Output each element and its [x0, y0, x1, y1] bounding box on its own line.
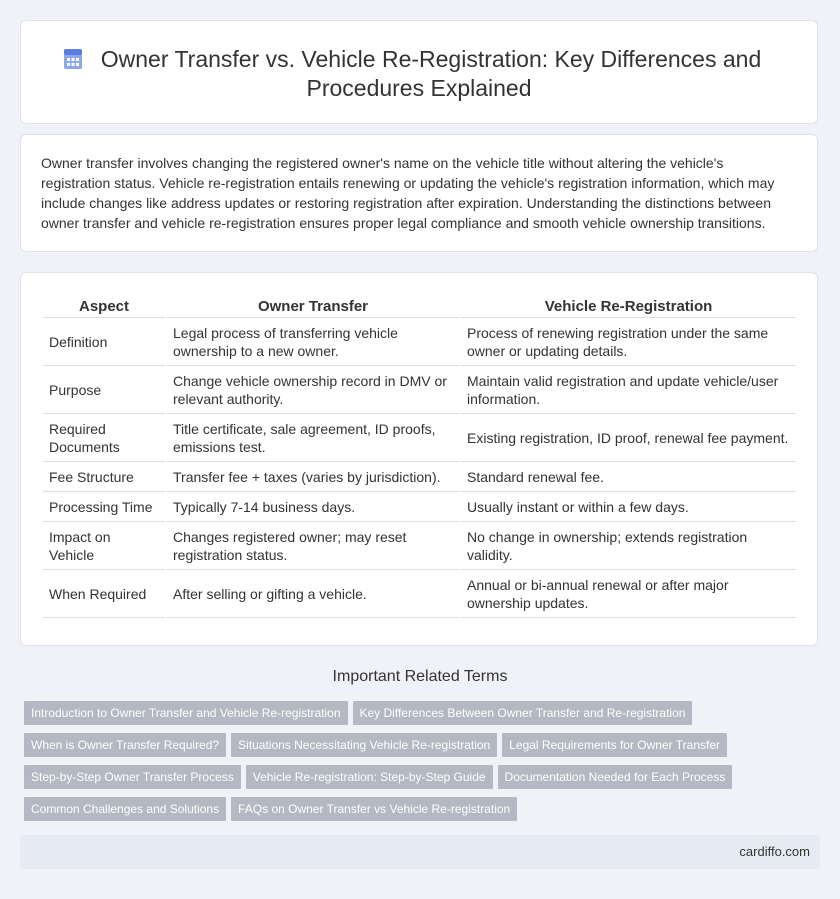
column-header-aspect: Aspect: [43, 295, 165, 318]
comparison-table: [41, 295, 798, 618]
table-cell: When Required: [43, 570, 165, 618]
table-row: [43, 318, 796, 366]
table-cell: Definition: [43, 318, 165, 366]
related-term-tag[interactable]: Situations Necessitating Vehicle Re-registration: [231, 733, 497, 757]
table-cell: Impact on Vehicle: [43, 522, 165, 570]
table-row: [43, 492, 796, 522]
table-cell: Processing Time: [43, 492, 165, 522]
table-cell: Process of renewing registration under the same owner or updating details.: [461, 318, 796, 366]
related-term-tag[interactable]: When is Owner Transfer Required?: [24, 733, 226, 757]
related-term-tag[interactable]: Introduction to Owner Transfer and Vehicle Re-registration: [24, 701, 348, 725]
table-cell: Typically 7-14 business days.: [167, 492, 459, 522]
related-term-tag[interactable]: Legal Requirements for Owner Transfer: [502, 733, 727, 757]
table-cell: Usually instant or within a few days.: [461, 492, 796, 522]
related-term-tag[interactable]: Step-by-Step Owner Transfer Process: [24, 765, 241, 789]
footer: [20, 835, 820, 869]
table-cell: Changes registered owner; may reset registration status.: [167, 522, 459, 570]
footer-site-link[interactable]: cardiffo.com: [739, 844, 810, 859]
table-row: [43, 462, 796, 492]
table-row: [43, 570, 796, 618]
related-term-tag[interactable]: Key Differences Between Owner Transfer and Re-registration: [353, 701, 693, 725]
column-header-owner-transfer: Owner Transfer: [167, 295, 459, 318]
intro-card: [20, 134, 818, 252]
table-cell: Purpose: [43, 366, 165, 414]
table-row: [43, 414, 796, 462]
related-terms-heading: Important Related Terms: [332, 668, 508, 685]
related-terms-list: [24, 701, 804, 829]
comparison-card: [20, 272, 818, 646]
table-cell: Existing registration, ID proof, renewal fee payment.: [461, 414, 796, 462]
table-cell: Required Documents: [43, 414, 165, 462]
related-term-tag[interactable]: Vehicle Re-registration: Step-by-Step Guide: [246, 765, 493, 789]
intro-paragraph: Owner transfer involves changing the registered owner's name on the vehicle title without altering the vehicle's registration status. Vehicle re-registration entails renewing or updating the vehicle's registration information, which may include changes like address updates or restoring registration after expiration. Understanding the distinctions between owner transfer and vehicle re-registration ensures proper legal compliance and smooth vehicle ownership transitions.: [41, 155, 775, 231]
title-card: [20, 20, 818, 124]
table-cell: Legal process of transferring vehicle ownership to a new owner.: [167, 318, 459, 366]
table-header-row: [43, 295, 796, 318]
table-cell: Standard renewal fee.: [461, 462, 796, 492]
table-cell: Title certificate, sale agreement, ID proofs, emissions test.: [167, 414, 459, 462]
table-cell: Transfer fee + taxes (varies by jurisdiction).: [167, 462, 459, 492]
table-cell: After selling or gifting a vehicle.: [167, 570, 459, 618]
table-cell: Annual or bi-annual renewal or after major ownership updates.: [461, 570, 796, 618]
related-term-tag[interactable]: Common Challenges and Solutions: [24, 797, 226, 821]
column-header-re-registration: Vehicle Re-Registration: [461, 295, 796, 318]
table-cell: No change in ownership; extends registration validity.: [461, 522, 796, 570]
related-term-tag[interactable]: FAQs on Owner Transfer vs Vehicle Re-registration: [231, 797, 517, 821]
table-row: [43, 366, 796, 414]
table-row: [43, 522, 796, 570]
table-cell: Maintain valid registration and update vehicle/user information.: [461, 366, 796, 414]
page-title: Owner Transfer vs. Vehicle Re-Registration: Key Differences and Procedures Explained: [100, 46, 762, 101]
table-cell: Fee Structure: [43, 462, 165, 492]
table-cell: Change vehicle ownership record in DMV or relevant authority.: [167, 366, 459, 414]
related-term-tag[interactable]: Documentation Needed for Each Process: [498, 765, 733, 789]
